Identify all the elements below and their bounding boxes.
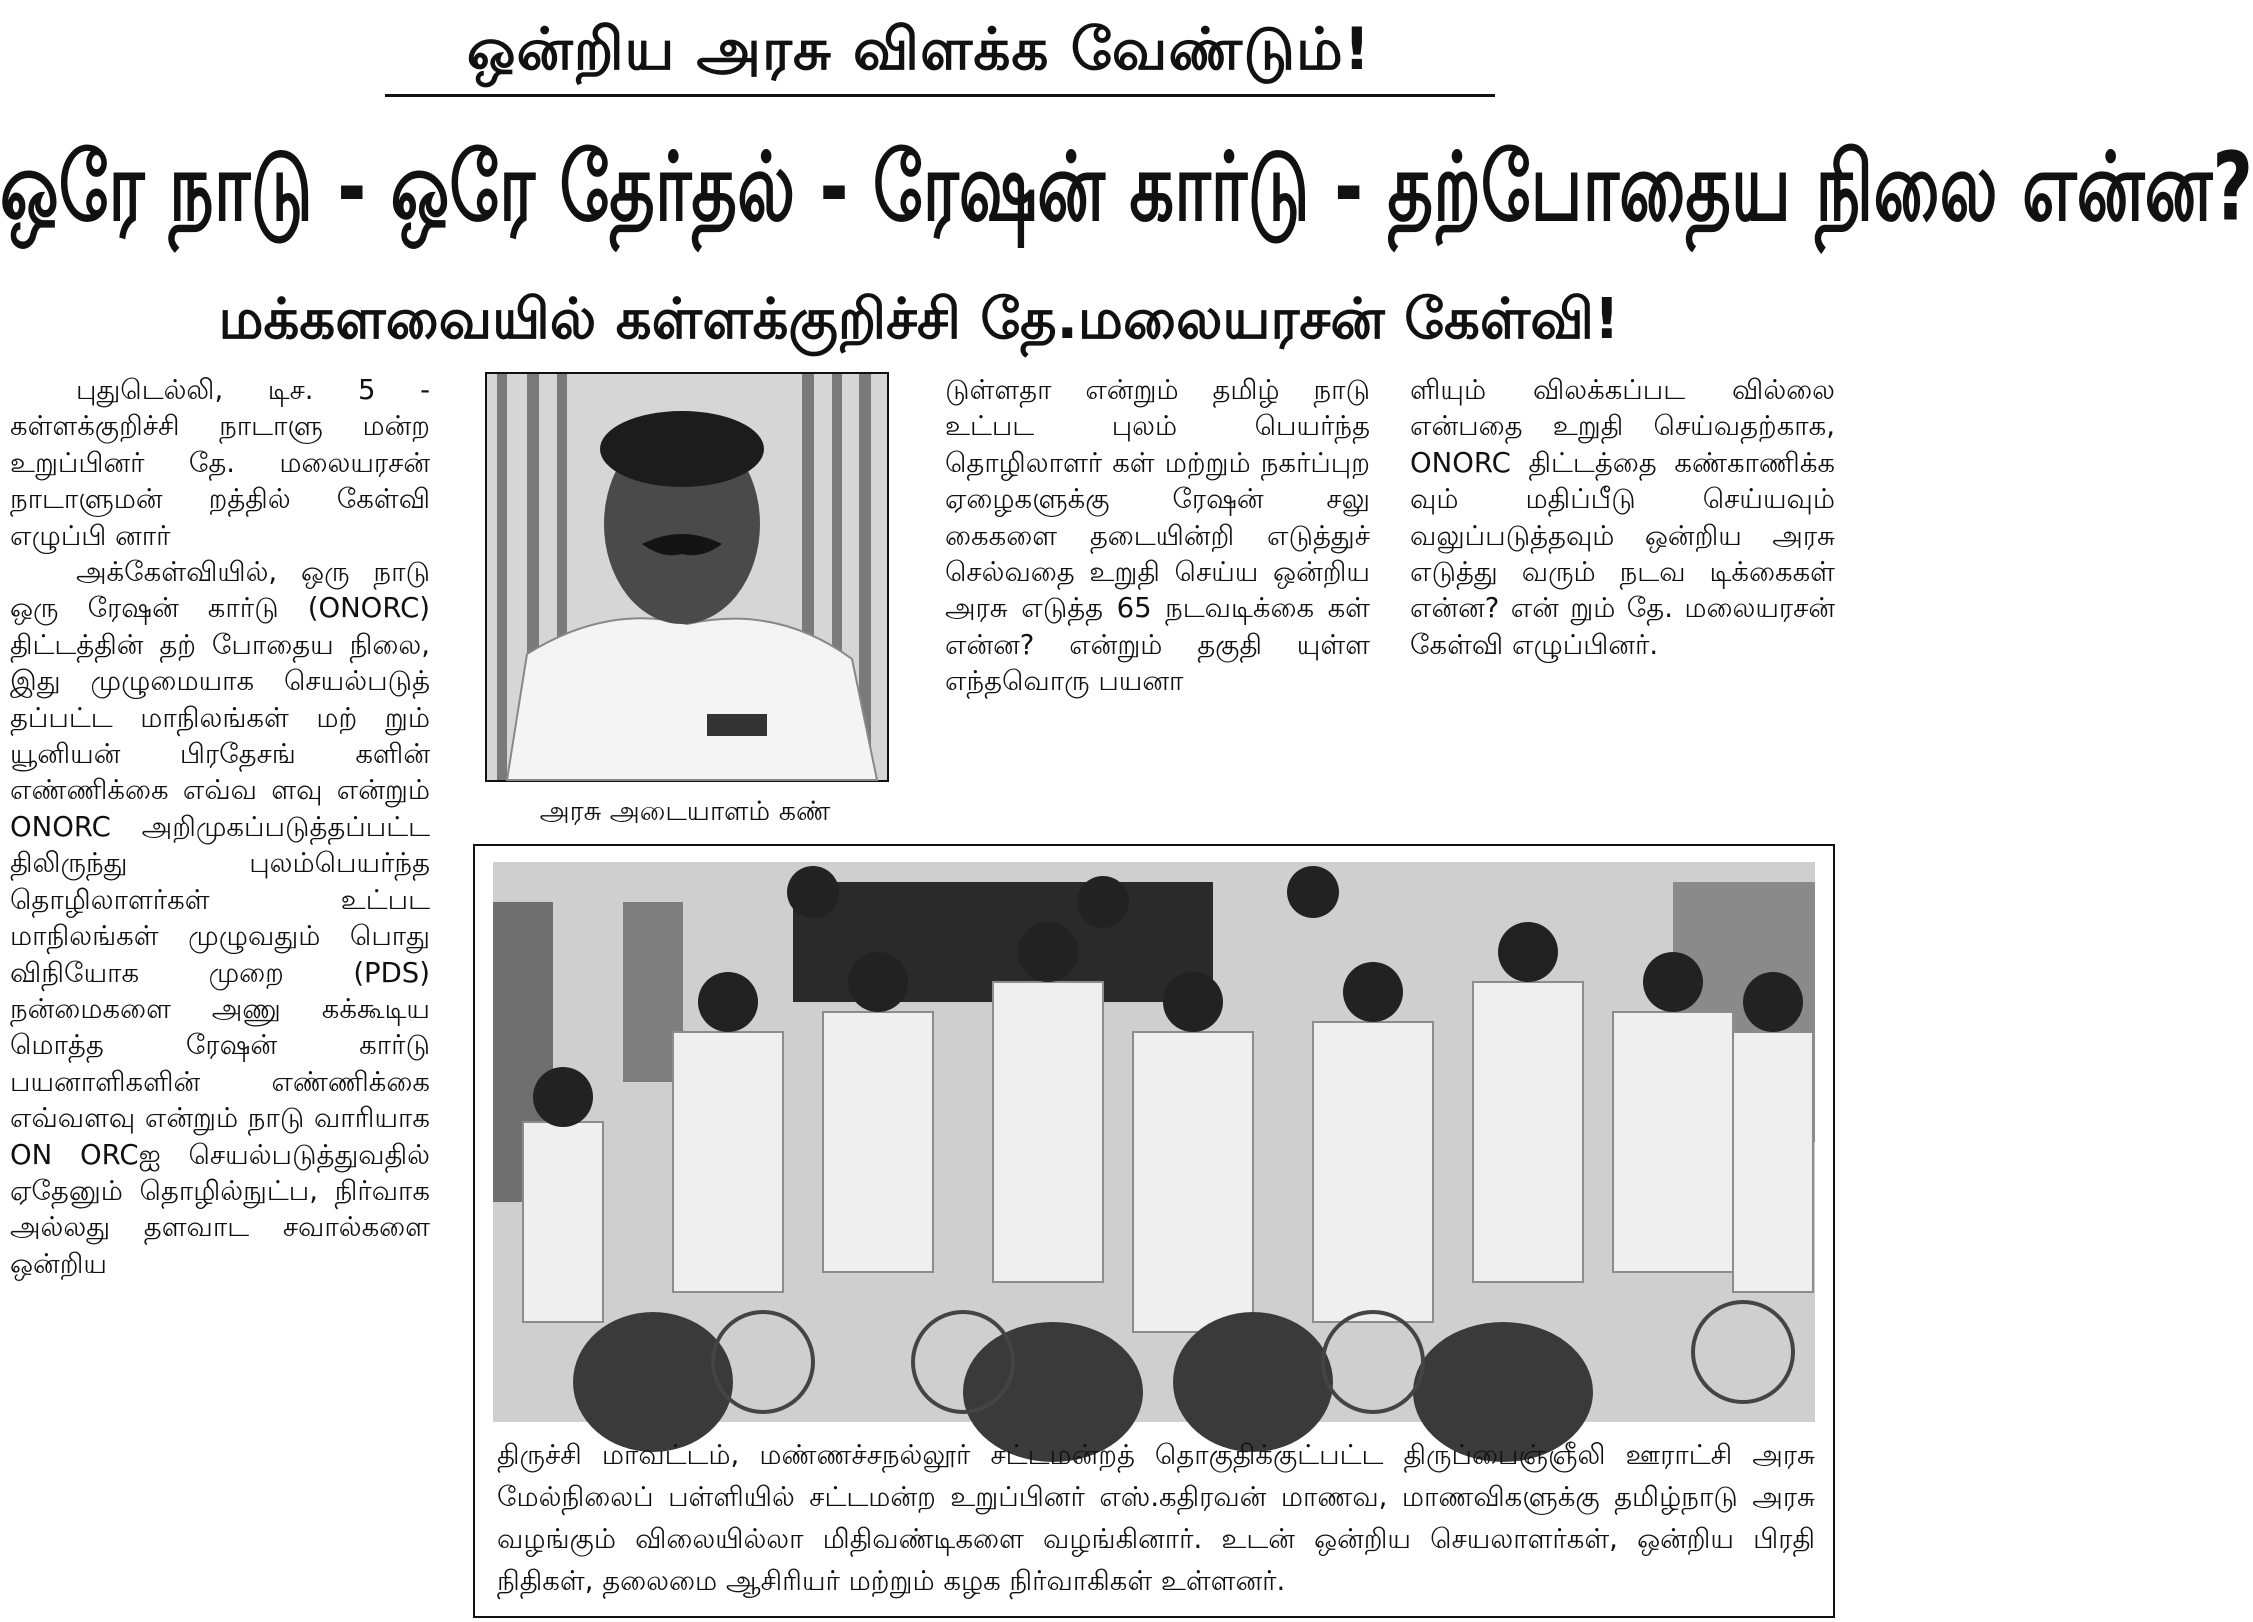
sub-headline: மக்களவையில் கள்ளக்குறிச்சி தே.மலையரசன் கேள்வி! <box>218 287 1620 352</box>
group-photo-box <box>473 844 1835 1618</box>
group-photo-image <box>493 862 1815 1422</box>
main-headline: ஒரே நாடு - ஒரே தேர்தல் - ரேஷன் கார்டு - தற்போதைய நிலை என்ன? <box>0 131 2253 243</box>
group-photo-caption: திருச்சி மாவட்டம், மண்ணச்சநல்லூர் சட்டமன்றத் தொகுதிக்குட்பட்ட திருப்பைஞ்ஞீலி ஊராட்சி அரசு மேல்நிலைப் பள்ளியில் சட்டமன்ற உறுப்பினர் எஸ்.கதிரவன் மாணவ, மாணவிகளுக்கு தமிழ்நாடு அரசு வழங்கும் விலையில்லா மிதிவண்டிகளை வழங்கினார். உடன் ஒன்றிய செயலாளர்கள், ஒன்றிய பிரதி நிதிகள், தலைமை ஆசிரியர் மற்றும் கழக நிர்வாகிகள் உள்ளனர். <box>497 1439 1815 1597</box>
kicker-headline: ஒன்றிய அரசு விளக்க வேண்டும்! <box>466 15 1372 83</box>
portrait-caption: அரசு அடையாளம் கண் <box>539 796 831 827</box>
group-photo <box>493 862 1815 1422</box>
article-paragraph: டுள்ளதா என்றும் தமிழ் நாடு உட்பட புலம் பெயர்ந்த தொழிலாளர் கள் மற்றும் நகர்ப்புற ஏழைகளுக்கு ரேஷன் சலு கைகளை தடையின்றி எடுத்துச் செல்வதை உறுதி செய்ய ஒன்றிய அரசு எடுத்த 65 நடவடிக்கை கள் என்ன? என்றும் தகுதி யுள்ள எந்தவொரு பயனா <box>945 374 1370 698</box>
portrait-image <box>487 374 887 780</box>
article-column-3 <box>945 372 1370 850</box>
article-column-1 <box>10 372 430 1602</box>
article-column-4 <box>1410 372 1835 850</box>
article-paragraph: புதுடெல்லி, டிச. 5 - கள்ளக்குறிச்சி நாடாளு மன்ற உறுப்பினர் தே. மலையரசன் நாடாளுமன் றத்தில் கேள்வி எழுப்பி னார் <box>10 374 430 552</box>
article-paragraph: ளியும் விலக்கப்பட வில்லை என்பதை உறுதி செய்வதற்காக, ONORC திட்டத்தை கண்காணிக்க வும் மதிப்பீடு செய்யவும் வலுப்படுத்தவும் ஒன்றிய அரசு எடுத்து வரும் நடவ டிக்கைகள் என்ன? என் றும் தே. மலையரசன் கேள்வி எழுப்பினர். <box>1410 374 1835 661</box>
portrait-photo <box>485 372 889 782</box>
article-paragraph: அக்கேள்வியில், ஒரு நாடு ஒரு ரேஷன் கார்டு (ONORC) திட்டத்தின் தற் போதைய நிலை, இது முழுமையாக செயல்படுத் தப்பட்ட மாநிலங்கள் மற் றும் யூனியன் பிரதேசங் களின் எண்ணிக்கை எவ்வ ளவு என்றும் ONORC அறிமுகப்படுத்தப்பட்ட திலிருந்து புலம்பெயர்ந்த தொழிலாளர்கள் உட்பட மாநிலங்கள் முழுவதும் பொது விநியோக முறை (PDS) நன்மைகளை அணு கக்கூடிய மொத்த ரேஷன் கார்டு பயனாளிகளின் எண்ணிக்கை எவ்வளவு என்றும் நாடு வாரியாக ON ORCஐ செயல்படுத்துவதில் ஏதேனும் தொழில்நுட்ப, நிர்வாக அல்லது தளவாட சவால்களை ஒன்றிய <box>10 556 430 1280</box>
